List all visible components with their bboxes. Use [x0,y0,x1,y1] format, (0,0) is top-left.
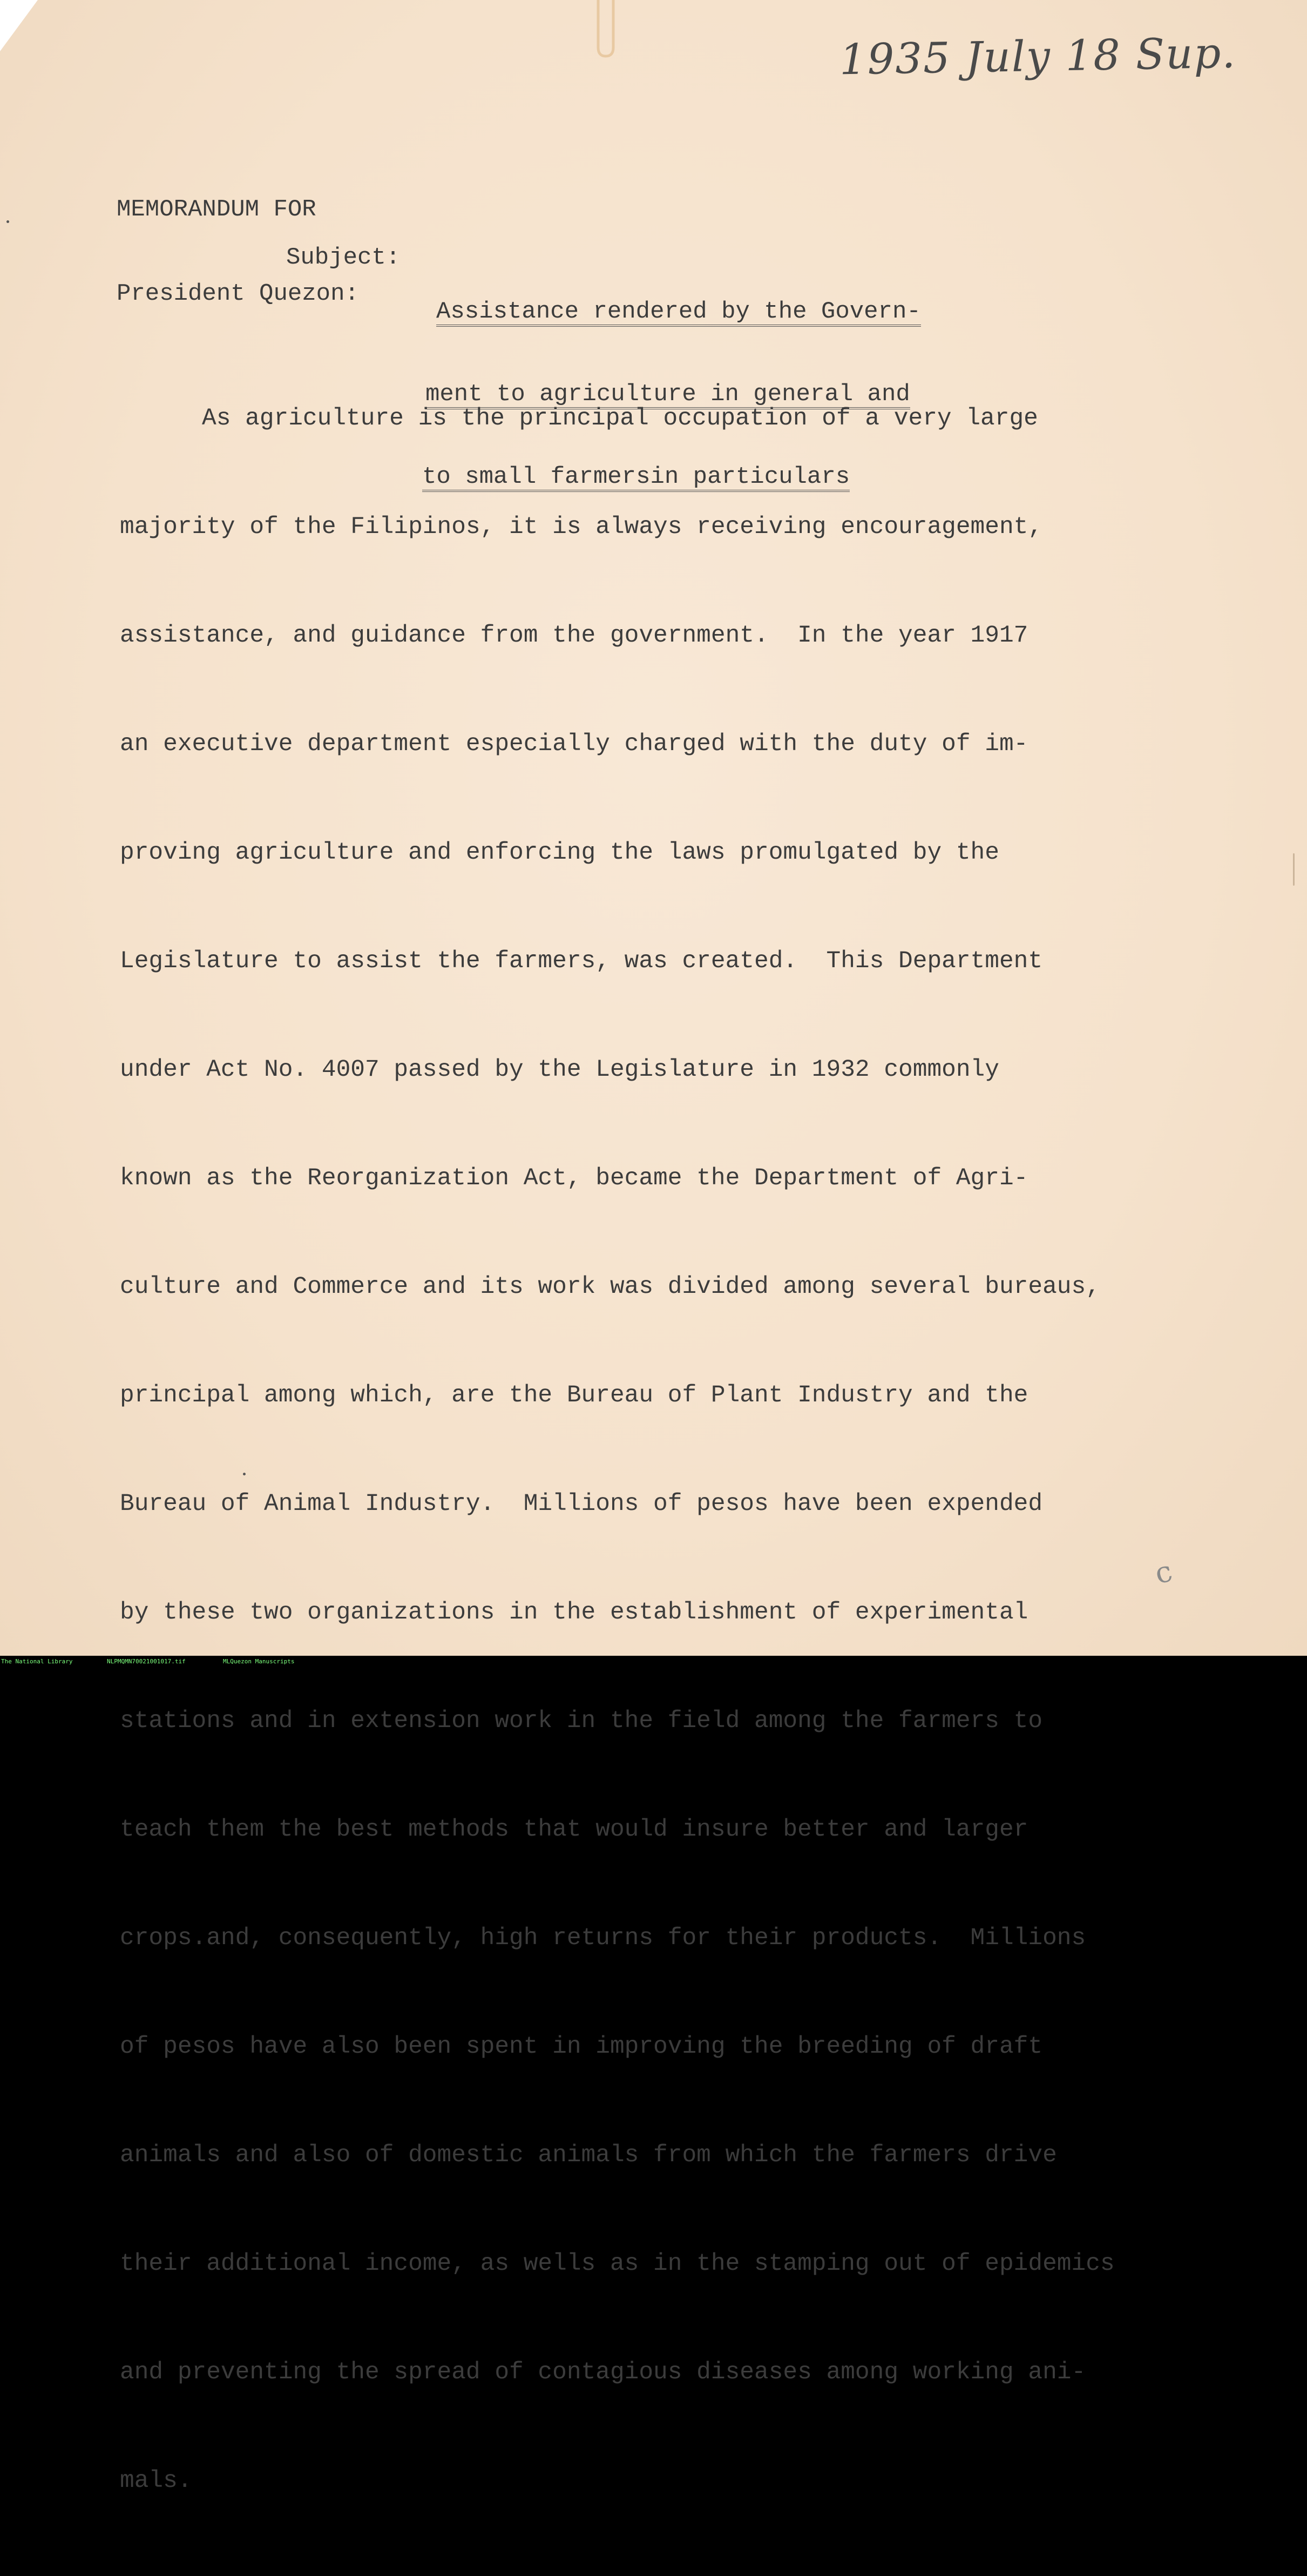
memo-to-line: MEMORANDUM FOR [117,196,316,223]
body-line: and preventing the spread of contagious diseases among working ani- [120,2359,1086,2386]
scan-footer [0,1656,1307,1667]
body-line: Legislature to assist the farmers, was created. This Department [120,948,1043,975]
footer-file-id: NLPMQMN70021001017.tif [107,1658,186,1665]
handwritten-date-annotation: 1935 July 18 Sup. [839,29,1237,85]
body-line: proving agriculture and enforcing the laws promulgated by the [120,839,999,866]
edge-shadow [1293,853,1295,886]
body-line: under Act No. 4007 passed by the Legislature in 1932 commonly [120,1056,999,1083]
body-line: Bureau of Animal Industry. Millions of pesos have been expended [120,1491,1043,1518]
body-line: crops.and, consequently, high returns for their products. Millions [120,1925,1086,1952]
subject-line: ment to agriculture in general and [425,382,910,409]
body-line: majority of the Filipinos, it is always receiving encouragement, [120,514,1043,541]
speck [6,220,9,223]
paper-clip-mark [594,0,618,59]
body-line: of pesos have also been spent in improving the breeding of draft [120,2033,1043,2060]
body-line: known as the Reorganization Act, became the Department of Agri- [120,1165,1028,1192]
body-line: stations and in extension work in the field among the farmers to [120,1708,1043,1735]
subject-line: to small farmersin particulars [422,464,850,492]
subject-label: Subject: [286,244,401,271]
body-line: an executive department especially charged with the duty of im- [120,731,1028,758]
subject-line: Assistance rendered by the Govern- [436,299,921,327]
body-line: animals and also of domestic animals from which the farmers drive [120,2142,1057,2169]
footer-collection: MLQuezon Manuscripts [223,1658,295,1665]
body-line: mals. [120,2467,192,2494]
torn-corner [0,0,38,51]
stray-pencil-mark: c [1151,1554,1176,1591]
body-line: assistance, and guidance from the government. In the year 1917 [120,622,1028,649]
body-line: teach them the best methods that would insure better and larger [120,1816,1028,1843]
body-line: principal among which, are the Bureau of Plant Industry and the [120,1382,1028,1409]
body-line: As agriculture is the principal occupation of a very large [202,405,1038,432]
body-line: culture and Commerce and its work was divided among several bureaus, [120,1273,1100,1300]
memo-body [120,351,1297,2576]
footer-library: The National Library [1,1658,73,1665]
body-line: by these two organizations in the establishment of experimental [120,1599,1028,1626]
body-line: their additional income, as wells as in the stamping out of epidemics [120,2250,1115,2277]
memo-recipient-line: President Quezon: [117,280,359,307]
speck [243,1473,246,1475]
